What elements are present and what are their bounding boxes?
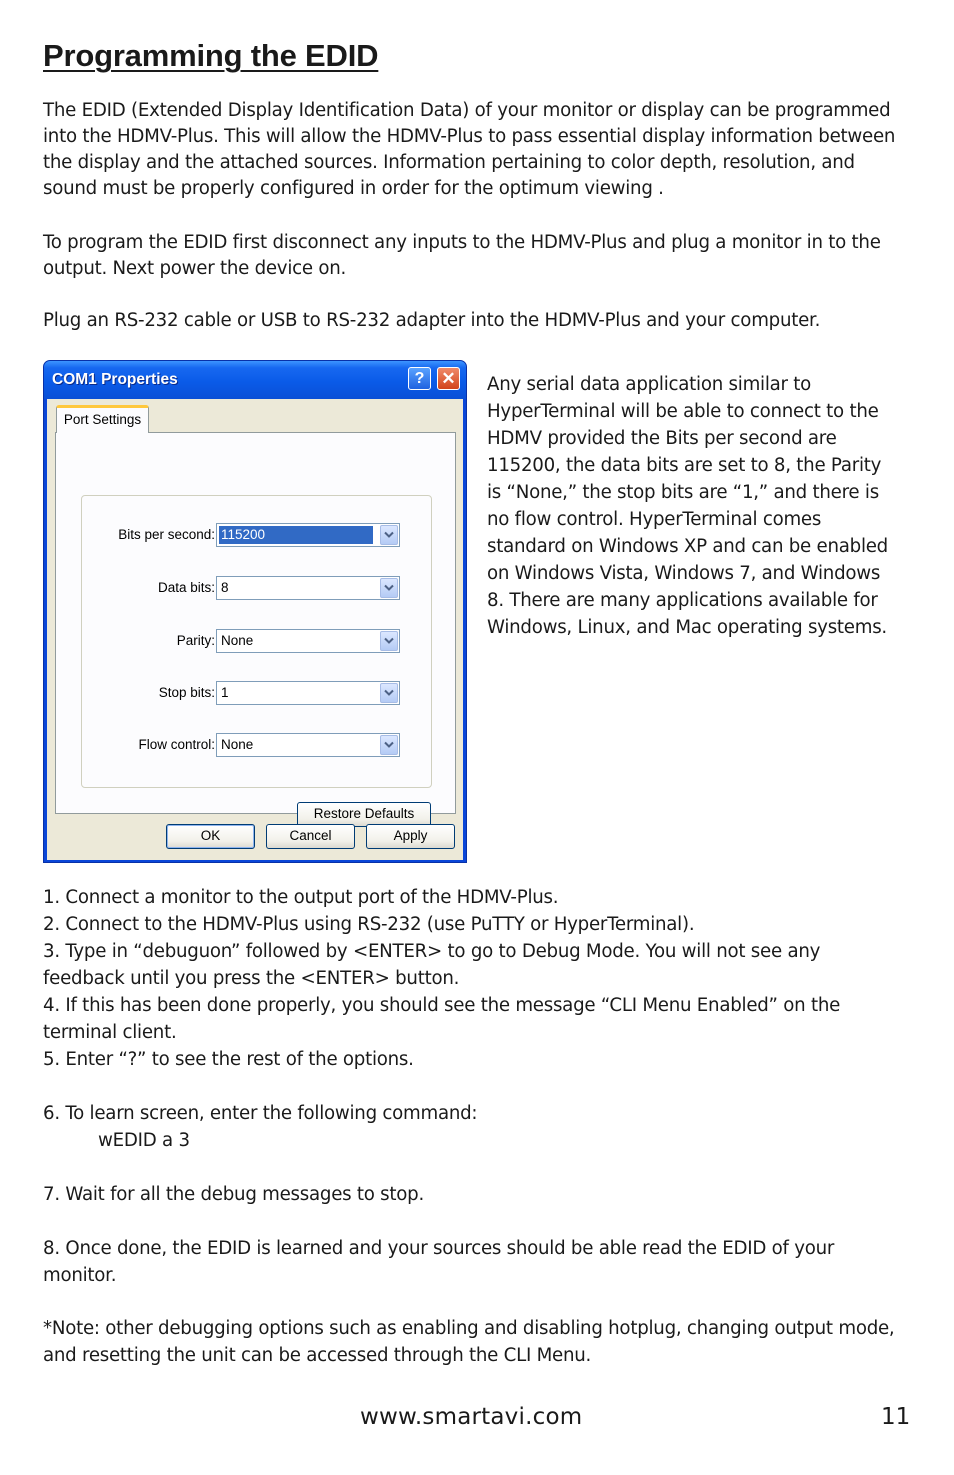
step-4: 4. If this has been done properly, you should see the message “CLI Menu Enabled” on the terminal client. [43,995,841,1043]
chevron-down-icon[interactable] [380,631,398,651]
port-settings-panel [55,432,456,821]
bits-per-second-value: 115200 [219,526,373,544]
stop-bits-label: Stop bits: [158,685,215,700]
tab-port-settings[interactable]: Port Settings [56,405,149,433]
cancel-button[interactable]: Cancel [266,824,355,849]
ok-button[interactable]: OK [166,824,255,849]
intro-paragraph-2: To program the EDID first disconnect any inputs to the HDMV-Plus and plug a monitor in to the output. Next power the device on. [43,232,881,279]
step-2: 2. Connect to the HDMV-Plus using RS-232 (use PuTTY or HyperTerminal). [43,914,695,935]
footer-website: www.smartavi.com [360,1404,583,1430]
chevron-down-icon[interactable] [380,683,398,703]
close-icon[interactable]: ✕ [437,367,460,390]
dialog-client-area [47,399,463,860]
apply-button[interactable]: Apply [366,824,455,849]
step-6: 6. To learn screen, enter the following command: [43,1103,478,1124]
chevron-down-icon[interactable] [380,578,398,598]
flow-control-value: None [221,737,254,752]
data-bits-value: 8 [221,580,229,595]
dialog-titlebar [44,361,466,399]
data-bits-label: Data bits: [157,580,215,595]
step-8: 8. Once done, the EDID is learned and your sources should be able read the EDID of your monitor. [43,1238,835,1286]
step-7: 7. Wait for all the debug messages to stop. [43,1184,424,1205]
parity-label: Parity: [176,633,215,648]
intro-paragraph-1: The EDID (Extended Display Identification Data) of your monitor or display can be programmed into the HDMV-Plus. This will allow the HDMV-Plus to pass essential display information between the display and the attached sources. Information pertaining to color depth, resolution, and sound must be properly configured in order for the optimum viewing . [43,100,896,199]
note-text: *Note: other debugging options such as enabling and disabling hotplug, changing output mode, and resetting the unit can be accessed through the CLI Menu. [43,1318,895,1366]
step-6-command: wEDID a 3 [98,1130,190,1151]
flow-control-select[interactable] [216,733,400,757]
stop-bits-value: 1 [221,685,229,700]
settings-groupbox [81,495,432,788]
steps-list [43,884,905,1289]
step-1: 1. Connect a monitor to the output port of the HDMV-Plus. [43,887,559,908]
intro-paragraph-3: Plug an RS-232 cable or USB to RS-232 adapter into the HDMV-Plus and your computer. [43,310,821,331]
flow-control-label: Flow control: [138,737,215,752]
restore-defaults-button[interactable]: Restore Defaults [297,802,431,827]
chevron-down-icon[interactable] [380,735,398,755]
page-number: 11 [881,1404,911,1430]
bits-per-second-select[interactable] [216,523,400,547]
parity-value: None [221,633,254,648]
step-3: 3. Type in “debuguon” followed by <ENTER> to go to Debug Mode. You will not see any feedback until you press the <ENTER> button. [43,941,821,989]
parity-select[interactable] [216,629,400,653]
com1-properties-dialog [43,360,467,863]
data-bits-select[interactable] [216,576,400,600]
stop-bits-select[interactable] [216,681,400,705]
serial-settings-description: Any serial data application similar to HyperTerminal will be able to connect to the HDMV provided the Bits per second are 115200, the data bits are set to 8, the Parity is “None,” the stop bits are “1,” and there is no flow control. HyperTerminal comes standard on Windows XP and can be enabled on Windows Vista, Windows 7, and Windows 8. There are many applications available for Windows, Linux, and Mac operating systems. [487,374,888,638]
page-title: Programming the EDID [43,38,379,73]
bits-per-second-label: Bits per second: [118,527,215,542]
step-5: 5. Enter “?” to see the rest of the options. [43,1049,414,1070]
help-icon[interactable]: ? [408,367,431,390]
chevron-down-icon[interactable] [380,525,398,545]
dialog-title: COM1 Properties [52,371,178,388]
